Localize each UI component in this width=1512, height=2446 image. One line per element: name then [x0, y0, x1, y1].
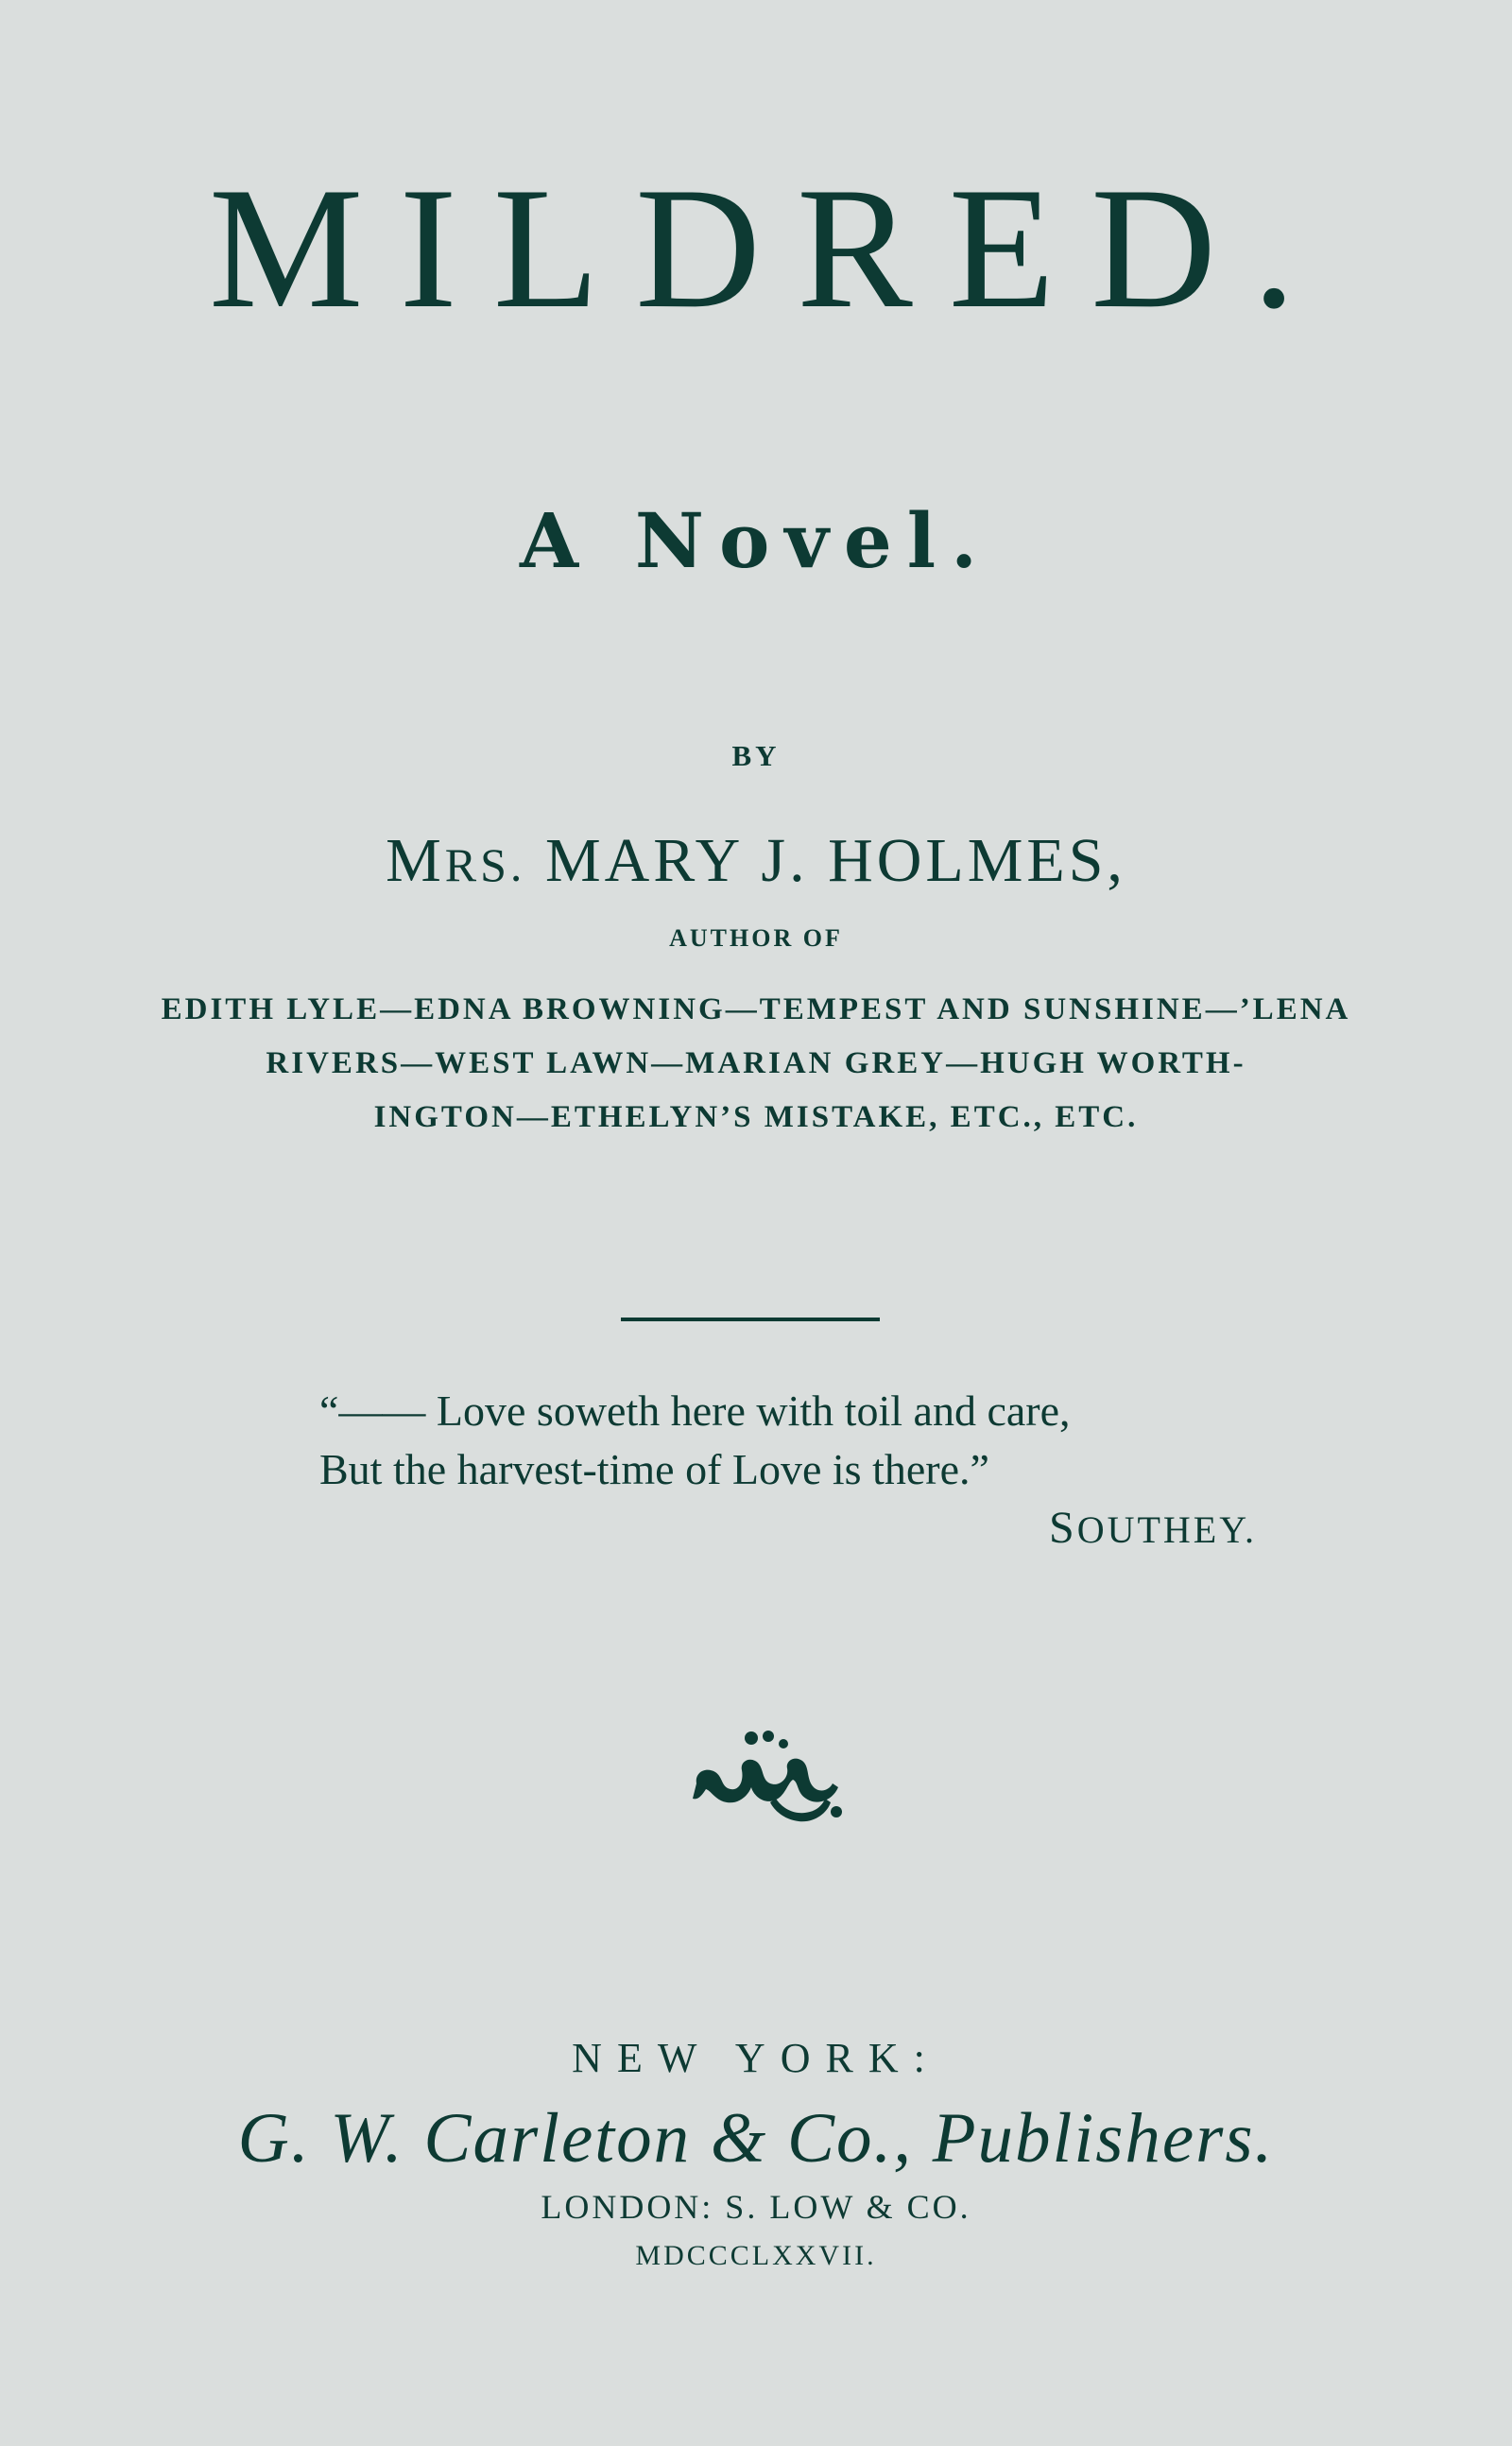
author-full-name: MARY J. HOLMES,: [544, 826, 1126, 895]
author-of-label: AUTHOR OF: [669, 924, 843, 952]
author-name: [0, 825, 1512, 897]
other-works-line: RIVERS—WEST LAWN—MARIAN GREY—HUGH WORTH-: [266, 1046, 1246, 1080]
epigraph-line: But the harvest-time of Love is there.”: [319, 1445, 989, 1493]
author-prefix-initial: M: [386, 826, 445, 895]
horizontal-rule: [621, 1318, 880, 1321]
other-works-line: EDITH LYLE—EDNA BROWNING—TEMPEST AND SUNSHINE—’LENA: [161, 992, 1351, 1026]
attribution-initial: S: [1049, 1503, 1077, 1553]
subtitle-blackletter: A Novel.: [519, 496, 993, 585]
epigraph: [319, 1382, 1071, 1499]
other-works-line: INGTON—ETHELYN’S MISTAKE, ETC., ETC.: [373, 1100, 1139, 1134]
book-title: MILDRED.: [208, 151, 1332, 344]
imprint-publisher: G. W. Carleton & Co., Publishers.: [237, 2099, 1275, 2178]
imprint-place: NEW YORK:: [572, 2035, 940, 2081]
publisher-device-icon: [685, 1725, 846, 1829]
byline-label: BY: [731, 739, 781, 772]
author-prefix-rest: RS.: [444, 838, 526, 891]
epigraph-line: “—— Love soweth here with toil and care,: [319, 1387, 1071, 1435]
imprint-year: MDCCCLXXVII.: [635, 2240, 877, 2271]
attribution-rest: OUTHEY.: [1076, 1508, 1257, 1551]
imprint-london: LONDON: S. LOW & CO.: [541, 2188, 971, 2226]
epigraph-attribution: [1049, 1502, 1257, 1554]
other-works-list: [0, 983, 1512, 1145]
